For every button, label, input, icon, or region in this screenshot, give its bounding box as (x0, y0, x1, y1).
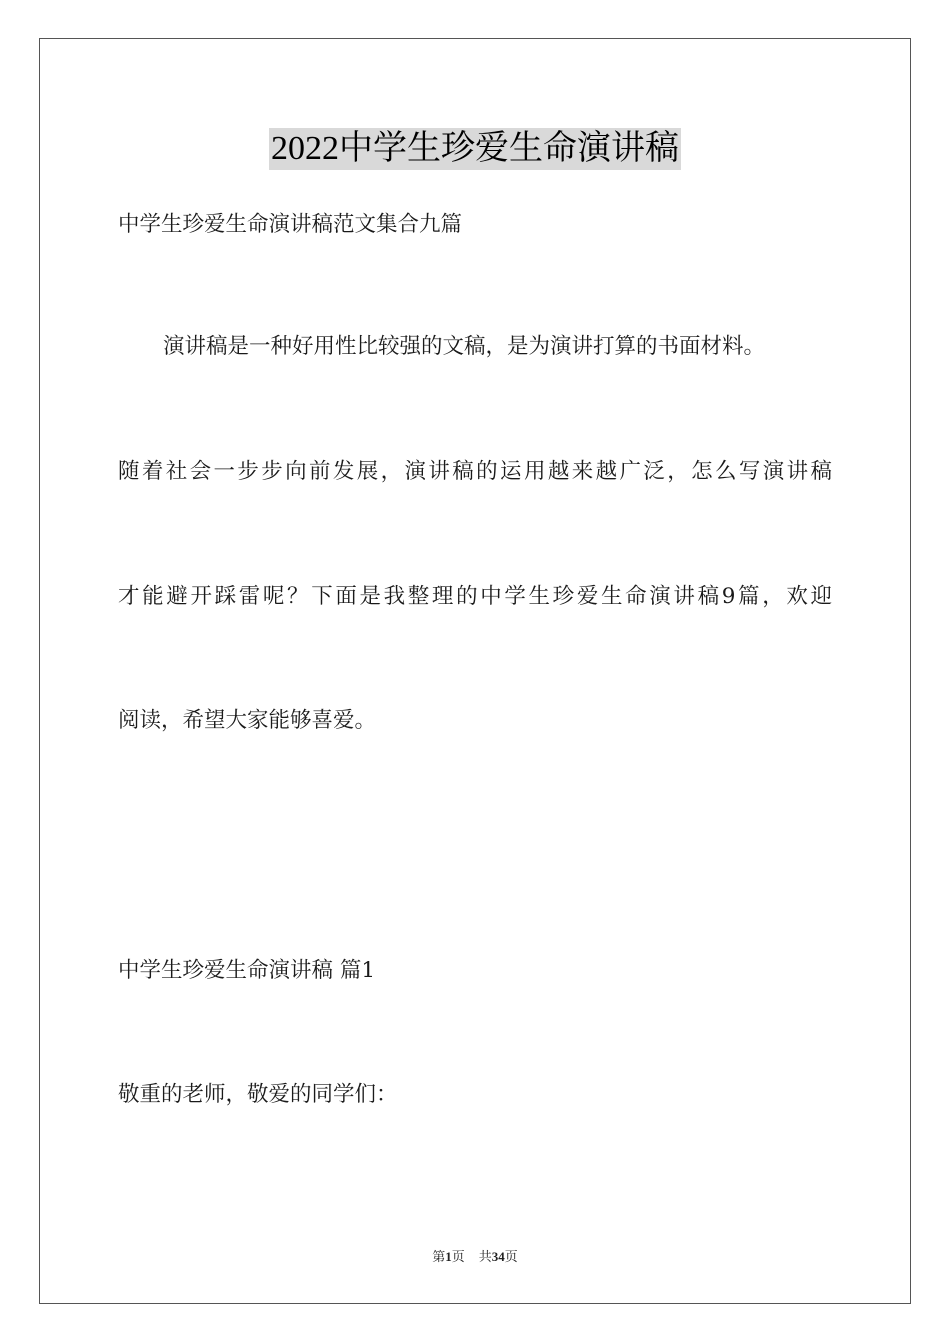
footer-page-suffix: 页 (451, 1249, 465, 1264)
greeting-line: 敬重的老师，敬爱的同学们： (118, 1082, 398, 1107)
paragraph-line-2: 随着社会一步步向前发展，演讲稿的运用越来越广泛，怎么写演讲稿 (118, 459, 832, 484)
paragraph-line-4: 阅读，希望大家能够喜爱。 (118, 708, 377, 733)
paragraph-line-3: 才能避开踩雷呢？下面是我整理的中学生珍爱生命演讲稿9篇，欢迎 (118, 584, 832, 609)
document-title-wrapper (0, 128, 950, 170)
document-subtitle: 中学生珍爱生命演讲稿范文集合九篇 (118, 212, 463, 237)
paragraph-line-1: 演讲稿是一种好用性比较强的文稿，是为演讲打算的书面材料。 (163, 334, 766, 359)
footer-total-suffix: 页 (504, 1249, 518, 1264)
page-footer (0, 1246, 950, 1265)
footer-page-prefix: 第 (432, 1249, 446, 1264)
document-title: 2022中学生珍爱生命演讲稿 (269, 128, 681, 170)
footer-page-total: 34 (491, 1249, 505, 1264)
section-heading: 中学生珍爱生命演讲稿 篇1 (118, 958, 376, 983)
footer-total-prefix: 共 (478, 1249, 492, 1264)
footer-page-current: 1 (445, 1249, 452, 1264)
